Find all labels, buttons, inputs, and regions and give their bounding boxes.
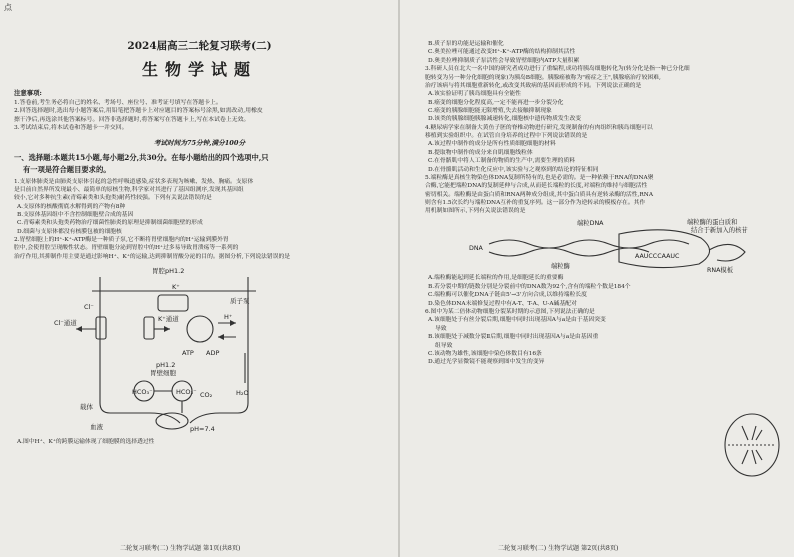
question-5-option: D.染色体DNA末端修复过程中有A-T、T-A、U-A碱基配对 — [428, 300, 577, 307]
diagram-label: 胃壁细胞 — [150, 369, 176, 378]
question-5-stem: 密切相关。端粒酶是由蛋白质和RNA两种成分组成,其中蛋白质具有逆转录酶的活性,RNA — [425, 191, 654, 198]
subject-title: 生物学试题 — [141, 60, 257, 79]
question-6-option: 导致 — [435, 325, 447, 332]
question-3-option: D.该类的胰腺细胞胰腺减速转化,细胞核中遗传物质发生改变 — [428, 116, 582, 123]
telomerase-diagram — [469, 216, 769, 274]
diagram-label: 端粒酶 — [551, 263, 570, 271]
question-3-option: C.癌变的胰腺细胞能无限增殖,失去接触抑制现象 — [428, 107, 552, 114]
question-1-stem: 1.支原体肺炎是由肺炎支原体引起的急性呼吸道感染,症状多表现为咳嗽、发热、胸痛。支原体 — [14, 178, 254, 185]
diagram-label: H⁺ — [224, 313, 233, 322]
diagram-label: 端粒酶的蛋白质和 — [687, 219, 738, 227]
question-5-stem: 5.端粒酶是真核生物染色体DNA复制所特有的,也是必需的。是一种依赖于RNA的DNA聚 — [425, 174, 654, 181]
dividing-cell-diagram — [722, 412, 782, 478]
question-6-option: D.通过光学显微镜不能观察到图中发生的变异 — [428, 359, 545, 366]
page-divider — [398, 0, 400, 557]
question-4-stem: 移植到实验组织中。在试管自身培养的过程中下列说法错误的是 — [425, 133, 588, 140]
question-1-option: C.青霉素类和头孢类药物治疗细菌性肺炎的原理是抑制细菌细胞壁的形成 — [17, 220, 203, 227]
diagram-label: 载体 — [80, 403, 93, 412]
notice-line: 1.答卷前,考生务必将自己的姓名、考场号、座位号、准考证号填写在答题卡上。 — [14, 100, 222, 106]
diagram-label: AAUCCCAAUC — [635, 253, 680, 261]
page-1-footer: 二轮复习联考(二) 生物学试题 第1页(共8页) — [120, 545, 241, 552]
notice-line: 2.回答选择题时,选出每小题答案后,用铅笔把答题卡上对应题目的答案标号涂黑,如需改动,用橡皮 — [14, 108, 263, 115]
diagram-label: Cl⁻ — [84, 303, 94, 312]
section-heading: 有一项是符合题目要求的。 — [23, 165, 111, 175]
corner-mark: 点 — [4, 3, 12, 12]
question-3-stem: 治疗该病与将其细胞重新转化,或改变其致病的基因而形成的不同。下列说法正确的是 — [425, 82, 642, 89]
notice-line: 擦干净后,再选涂其他答案标号。回答非选择题时,将答案写在答题卡上,写在本试卷上无效。 — [14, 116, 250, 123]
question-2-option: B.质子泵的功能是运输和催化 — [428, 41, 504, 47]
diagram-label: RNA模板 — [707, 267, 733, 275]
question-4-option: B.提取物中制作的成分来自肌细胞线粒体 — [428, 149, 533, 156]
diagram-label: 端粒DNA — [577, 220, 604, 228]
notice-line: 3.考试结束后,将本试卷和答题卡一并交回。 — [14, 125, 128, 132]
question-2-stem: 腔中,会使胃腔呈现酸性状态。胃壁细胞分泌到胃腔中的H⁺过多易导致胃溃疡等一系列的 — [14, 245, 239, 252]
diagram-label: HCO₃⁻ — [176, 388, 197, 397]
question-2-option: C.奥美拉唑可能通过改变H⁺-K⁺-ATP酶的结构抑制其活性 — [428, 49, 576, 56]
question-6-stem: 6.图中为某二倍体动物细胞分裂某时期的示意图,下列说法正确的是 — [425, 309, 595, 316]
question-2-stem: 治疗作用,其抑制作用主要是通过影响H⁺、K⁺的运输,达到抑制胃酸分泌的目的。据图分析,下列说法错误的是 — [14, 253, 291, 260]
question-3-stem: 3.科研人员在北大一名中国的研究者成功进行了重编程,成功将胰岛细胞转化为(转分化是指一种已分化细 — [425, 66, 690, 73]
question-4-option: D.在骨骼肌活动和生化反应中,该实验与之观察到的结论的特征相同 — [428, 166, 599, 173]
diagram-label: CO₂ — [200, 391, 213, 400]
question-4-option: C.在骨骼肌中将人工制备的物质的生产中,需要生理的质料 — [428, 158, 576, 165]
diagram-label: pH1.2 — [156, 361, 176, 370]
page-2-footer: 二轮复习联考(二) 生物学试题 第2页(共8页) — [498, 545, 619, 552]
question-4-option: A.该过程中制作的成分是所有性质细胞细胞的材料 — [428, 141, 556, 148]
question-5-option: C.端粒酶可以催化DNA子链由5'→3'方向合成,以维持端粒长度 — [428, 292, 587, 299]
diagram-label: K⁺ — [172, 283, 180, 292]
question-2-stem: 2.胃壁细胞上的H⁺-K⁺-ATP酶是一种质子泵,它不断将胃壁细胞内的H⁺运输到膜外胃 — [14, 237, 229, 244]
diagram-label: 质子泵 — [230, 297, 250, 306]
diagram-label: HCO₃⁻ — [132, 388, 153, 397]
question-5-option: A.端粒酶能起到延长端粒的作用,是细胞延长的重要酶 — [428, 275, 564, 282]
diagram-label: DNA — [469, 245, 483, 253]
diagram-label: 血液 — [90, 423, 103, 432]
question-5-option: B.若分裂中期的链数分别是分裂前中的DNA数为92个,含有的端粒个数是184个 — [428, 283, 631, 290]
question-6-option: B.该细胞处于减数分裂Ⅱ后期,细胞中同时出现基因A与a是由基因重 — [428, 334, 599, 341]
notice-heading: 注意事项: — [14, 89, 42, 97]
question-5-stem: 则含有1.5次长约与端粒DNA互补的重复序列。这一部分作为逆转录的模板存在。其作 — [425, 199, 646, 206]
question-1-stem: 是目前自然界所发现最小、最简单的原核生物,科学家对其进行了基因组测序,发现其基因组 — [14, 186, 244, 193]
diagram-label: pH=7.4 — [190, 425, 215, 434]
question-2-option: A.图中H⁺、K⁺的跨膜运输体现了细胞膜的选择透过性 — [17, 439, 155, 446]
question-6-option: 组导致 — [435, 342, 453, 349]
question-1-option: B.支原体基因组中不含控制细胞壁合成的基因 — [17, 211, 134, 218]
question-3-option: B.癌变的细胞分化程度高,一定不能再进一步分裂分化 — [428, 99, 564, 106]
section-heading: 一、选择题:本题共15小题,每小题2分,共30分。在每小题给出的四个选项中,只 — [14, 152, 269, 162]
diagram-label: 结合于新加入的核苷 — [691, 227, 748, 235]
question-3-stem: 胞转变为另一种分化细胞的现象)为胰岛B细胞。胰腺癌被称为"癌症之王",胰腺癌治疗较困难, — [425, 74, 661, 81]
diagram-label: Cl⁻通道 — [54, 319, 77, 328]
diagram-label: K⁺通道 — [158, 315, 179, 324]
gastric-cell-diagram — [40, 263, 280, 438]
question-5-stem: 合酶,它能把端粒DNA的复制延伸与合成,从而延长端粒的长度,对端粒的维持与细胞活性 — [425, 183, 648, 190]
diagram-label: H₂O — [236, 389, 249, 398]
diagram-label: ADP — [206, 349, 220, 358]
question-1-stem: 较小,它对多种抗生素(青霉素类和头孢类)耐药性较强。下列有关说法错误的是 — [14, 195, 212, 202]
question-5-stem: 用机制如图所示,下列有关说法错误的是 — [425, 208, 526, 215]
question-6-option: C.该动物为雄性,该细胞中染色体数目有16条 — [428, 350, 542, 357]
question-2-option: D.奥美拉唑抑制质子泵活性会导致胃壁细胞内ATP大量积累 — [428, 57, 580, 64]
question-1-option: D.细菌与支原体都没有核膜包被的细胞核 — [17, 228, 122, 235]
question-6-option: A.该细胞处于有丝分裂后期,细胞中同时出现基因A与a是由于基因突变 — [428, 317, 606, 324]
diagram-label: 胃腔pH1.2 — [152, 267, 185, 276]
exam-title: 2024届高三二轮复习联考(二) — [127, 40, 272, 52]
exam-time-line: 考试时间为75分钟,满分100分 — [153, 138, 246, 147]
diagram-label: ATP — [182, 349, 194, 358]
question-1-option: A.支原体的核酸彻底水解得到的产物有8种 — [17, 203, 126, 210]
question-4-stem: 4.糖尿病学家在制备大黄鱼子胚的脊椎动物进行研究,发现制备的有肉组织和胰岛细胞可以 — [425, 124, 653, 131]
question-3-option: A.该实验证明了胰岛细胞具有全能性 — [428, 91, 521, 98]
